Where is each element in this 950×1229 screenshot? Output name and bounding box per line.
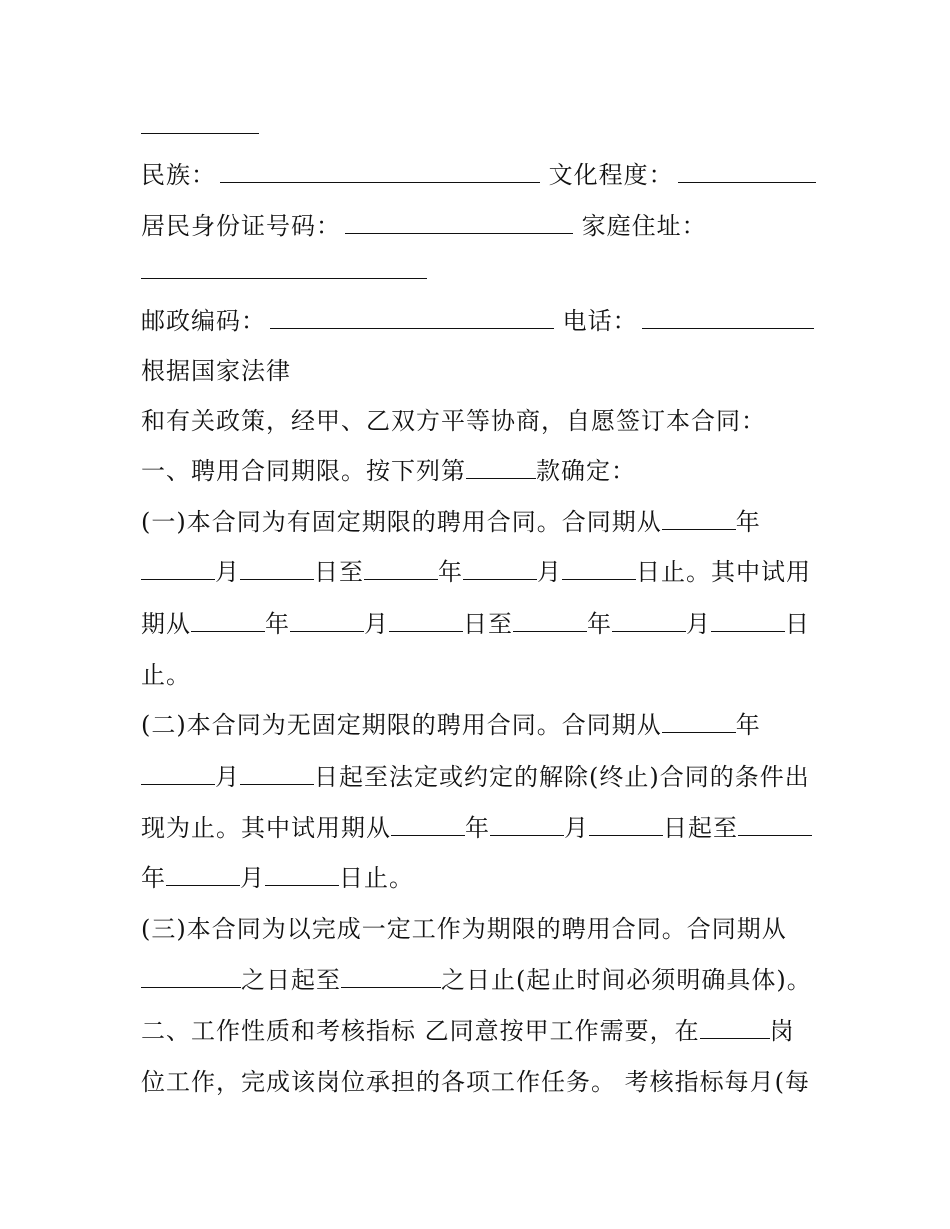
address-label: 家庭住址： bbox=[581, 212, 707, 240]
education-blank[interactable] bbox=[678, 162, 816, 183]
clause-2-text: 日起至法定或约定的解除(终止)合同的条件出 bbox=[314, 763, 810, 791]
year-label: 年 bbox=[465, 814, 490, 842]
month-label: 月 bbox=[215, 558, 240, 586]
start-date-blank[interactable] bbox=[141, 967, 241, 988]
clause-3-line-1: (三)本合同为以完成一定工作为期限的聘用合同。合同期从 bbox=[141, 915, 787, 943]
postal-code-label: 邮政编码： bbox=[141, 307, 266, 335]
address-blank[interactable] bbox=[141, 278, 427, 279]
month-label: 月 bbox=[240, 864, 265, 892]
year-label: 年 bbox=[735, 711, 761, 739]
day-blank[interactable] bbox=[240, 764, 314, 785]
ethnicity-label: 民族： bbox=[141, 161, 216, 189]
year-blank[interactable] bbox=[738, 815, 812, 836]
blank-line[interactable] bbox=[141, 133, 259, 134]
basis-line: 根据国家法律 bbox=[141, 357, 291, 385]
month-blank[interactable] bbox=[141, 764, 215, 785]
year-blank[interactable] bbox=[513, 611, 587, 632]
clause-1-line-1 bbox=[141, 507, 761, 537]
clause-2-line-3 bbox=[141, 813, 812, 843]
clause-blank[interactable] bbox=[466, 458, 536, 479]
end-label: 之日止(起止时间必须明确具体)。 bbox=[441, 966, 812, 994]
year-label: 年 bbox=[265, 610, 290, 638]
day-blank[interactable] bbox=[589, 815, 663, 836]
id-number-label: 居民身份证号码： bbox=[141, 212, 341, 240]
year-label: 年 bbox=[141, 864, 166, 892]
education-label: 文化程度： bbox=[548, 161, 674, 189]
section-2-line-2: 位工作，完成该岗位承担的各项工作任务。 考核指标每月(每 bbox=[141, 1068, 810, 1096]
id-number-blank[interactable] bbox=[345, 213, 573, 234]
day-end-label: 日止。 bbox=[339, 864, 414, 892]
postal-phone-line bbox=[141, 306, 814, 336]
month-blank[interactable] bbox=[290, 611, 364, 632]
day-to-label: 日至 bbox=[463, 610, 513, 638]
clause-2-line-2 bbox=[141, 762, 810, 792]
day-end-label: 日止。其中试用 bbox=[636, 558, 811, 586]
clause-1-line-2 bbox=[141, 557, 811, 587]
year-blank[interactable] bbox=[662, 712, 736, 733]
year-blank[interactable] bbox=[391, 815, 465, 836]
end-date-blank[interactable] bbox=[341, 967, 441, 988]
day-label: 日 bbox=[785, 610, 810, 638]
clause-1-line-4: 止。 bbox=[141, 661, 191, 689]
section-1-text-end: 款确定： bbox=[536, 457, 636, 485]
post-label: 岗 bbox=[769, 1017, 795, 1045]
year-label: 年 bbox=[438, 558, 463, 586]
year-blank[interactable] bbox=[364, 559, 438, 580]
section-2-text: 二、工作性质和考核指标 乙同意按甲工作需要，在 bbox=[141, 1017, 700, 1045]
month-label: 月 bbox=[564, 814, 589, 842]
probation-label: 现为止。其中试用期从 bbox=[141, 814, 391, 842]
year-label: 年 bbox=[735, 508, 761, 536]
section-1-text: 一、聘用合同期限。按下列第 bbox=[141, 457, 466, 485]
day-to-label: 日至 bbox=[314, 558, 364, 586]
postal-code-blank[interactable] bbox=[270, 308, 554, 329]
month-blank[interactable] bbox=[463, 559, 537, 580]
clause-1-line-3 bbox=[141, 609, 810, 639]
month-label: 月 bbox=[215, 763, 240, 791]
clause-3-line-2 bbox=[141, 965, 812, 995]
section-2-line-1 bbox=[141, 1016, 795, 1046]
id-address-line bbox=[141, 211, 707, 241]
phone-label: 电话： bbox=[562, 307, 638, 335]
month-blank[interactable] bbox=[141, 559, 215, 580]
month-blank[interactable] bbox=[490, 815, 564, 836]
ethnicity-education-line bbox=[141, 160, 816, 190]
day-blank[interactable] bbox=[562, 559, 636, 580]
month-blank[interactable] bbox=[166, 865, 240, 886]
clause-2-line-4 bbox=[141, 863, 414, 893]
clause-2-text: (二)本合同为无固定期限的聘用合同。合同期从 bbox=[141, 711, 662, 739]
clause-2-line-1 bbox=[141, 710, 761, 740]
year-blank[interactable] bbox=[191, 611, 265, 632]
month-label: 月 bbox=[537, 558, 562, 586]
intro-line: 和有关政策，经甲、乙双方平等协商，自愿签订本合同： bbox=[141, 407, 766, 435]
ethnicity-blank[interactable] bbox=[220, 162, 540, 183]
month-label: 月 bbox=[686, 610, 711, 638]
probation-label: 期从 bbox=[141, 610, 191, 638]
year-blank[interactable] bbox=[662, 509, 736, 530]
day-blank[interactable] bbox=[389, 611, 463, 632]
month-label: 月 bbox=[364, 610, 389, 638]
day-blank[interactable] bbox=[240, 559, 314, 580]
post-blank[interactable] bbox=[700, 1018, 770, 1039]
clause-1-text: (一)本合同为有固定期限的聘用合同。合同期从 bbox=[141, 508, 662, 536]
section-1-heading bbox=[141, 456, 636, 486]
day-from-label: 日起至 bbox=[663, 814, 738, 842]
year-label: 年 bbox=[587, 610, 612, 638]
phone-blank[interactable] bbox=[642, 308, 814, 329]
day-blank[interactable] bbox=[711, 611, 785, 632]
month-blank[interactable] bbox=[612, 611, 686, 632]
day-blank[interactable] bbox=[265, 865, 339, 886]
start-label: 之日起至 bbox=[241, 966, 341, 994]
